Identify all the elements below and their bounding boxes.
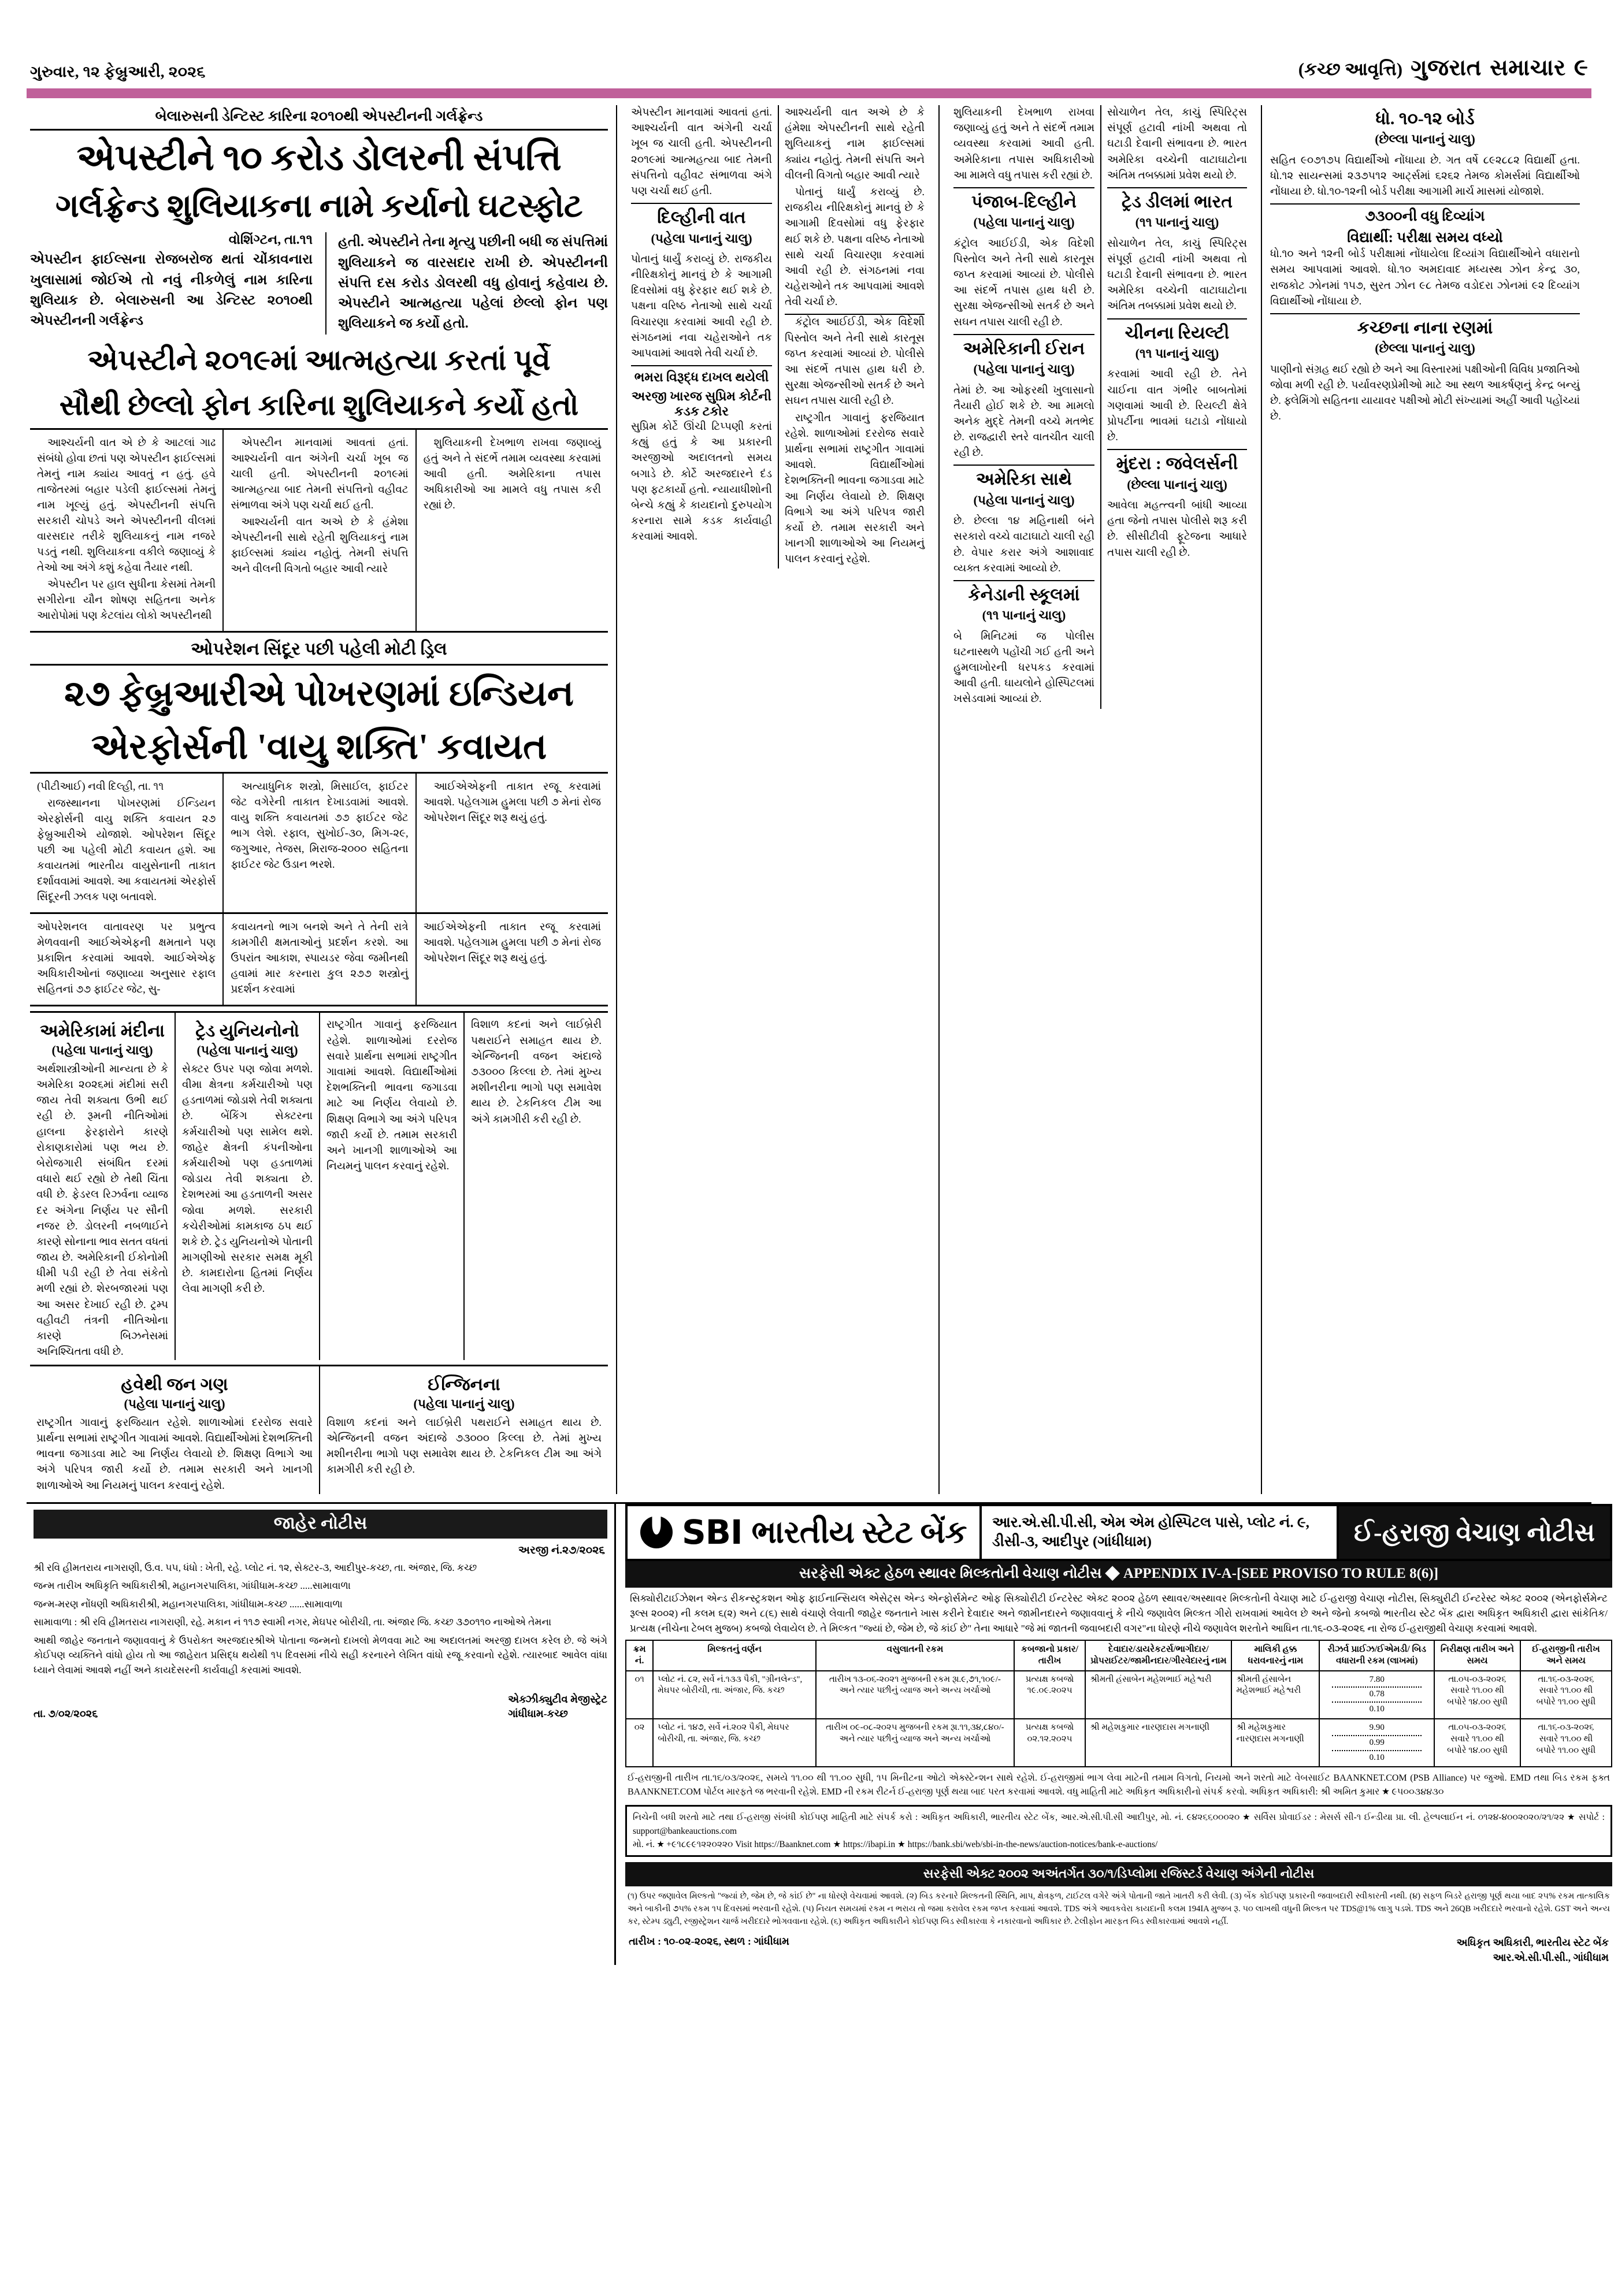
second-lead-kicker: ઓપરેશન સિંદૂર પછી પહેલી મોટી ડ્રિલ — [30, 633, 608, 666]
section-title-7: અમેરિકાની ઈરાન — [963, 339, 1085, 358]
second-lead-dateline: (પીટીઆઈ) નવી દિલ્હી, તા. ૧૧ — [37, 781, 164, 793]
cell-inspect-time2-1: બપોરે ૧૪.૦૦ સુધી — [1447, 1745, 1508, 1755]
reserve-divider-a1 — [1332, 1735, 1422, 1736]
notice-place: ગાંધીધામ-કચ્છ — [508, 1708, 568, 1720]
section-title-9: કેનેડાની સ્કૂલમાં — [968, 585, 1080, 604]
section-body-11: કરવામાં આવી રહી છે. તેને ચાઈના વાત ગંભીર બાબતોમાં ગણવામાં આવી છે. રિયલ્ટી ક્ષેત્રે પ્રોપર્ટીના ભાવમાં ઘટાડો નોંધાયો છે. — [1107, 369, 1247, 444]
lead-deck — [30, 228, 608, 337]
section-title-8: અમેરિકા સાથે — [976, 470, 1072, 489]
main-grid — [27, 105, 1591, 1494]
table-row — [626, 1671, 1612, 1719]
col3-right — [1100, 105, 1253, 709]
lead-headline-line2: ગર્લફ્રેન્ડ શુલિયાકના નામે કર્યાનો ઘટસ્ફોટ — [55, 188, 582, 225]
lead-tri-para3: શુલિયાકની દેખભાળ રાખવા જણાવ્યું હતું અને તે સંદર્ભે તમામ વ્યવસ્થા કરવામાં આવી હતી. અમેરિકાના તપાસ અધિકારીઓ આ મામલે વધુ તપાસ કરી રહ્યાં છે. — [423, 437, 601, 511]
ad-signature-block — [1457, 1935, 1609, 1964]
section-title-10: ટ્રેડ ડીલમાં ભારત — [1122, 192, 1233, 211]
cell-possession-type-0: પ્રત્યક્ષ કબજો — [1025, 1674, 1074, 1684]
cell-property-0: પ્લોટ નં. ૮૨, સર્વે નં.૧૩૩ પૈકી, "ગ્રીનલેન્ડ", મેઘપર બોરીચી, તા. અંજાર, જિ. કચ્છ — [653, 1671, 816, 1719]
cell-inspect-time2-0: બપોરે ૧૪.૦૦ સુધી — [1447, 1697, 1508, 1707]
th-inspection: નિરીક્ષણ તારીખ અને સમય — [1434, 1640, 1520, 1671]
section-body-9: બે મિનિટમાં જ પોલીસ ઘટનાસ્થળે પહોંચી ગઈ હતી અને હુમલાખોરની ધરપકડ કરવામાં આવી હતી. ઘાયલોને હોસ્પિટલમાં ખસેડવામાં આવ્યાં છે. — [953, 630, 1094, 705]
second-lead-para2: અત્યાધુનિક શસ્ત્રો, મિસાઈલ, ફાઈટર જેટ વગેરેની તાકાત દેખાડવામાં આવશે. વાયુ શક્તિ કવાયતમાં ૭૭ ફાઈટર જેટ ભાગ લેશે. રફાલ, સુખોઈ-૩૦, મિગ-૨૯, જગુઆર, તેજસ, મિરાજ-૨૦૦૦ સહિતના ફાઈટર જેટ ઉડાન ભરશે. — [231, 781, 409, 871]
section-body-2: રાષ્ટ્રગીત ગાવાનું ફરજિયાત રહેશે. શાળાઓમાં દરરોજ સવારે પ્રાર્થના સભામાં રાષ્ટ્રગીત ગાવામાં આવશે. વિદ્યાર્થીઓમાં દેશભક્તિની ભાવના જગાડવા માટે આ નિર્ણય લેવાયો છે. શિક્ષણ વિભાગે આ અંગે પરિપત્ર જારી કર્યો છે. તમામ સરકારી અને ખાનગી શાળાઓએ આ નિયમનું પાલન કરવાનું રહેશે. — [36, 1417, 313, 1492]
cell-debtor-1: શ્રી મહેશકુમાર નારણદાસ મગનાણી — [1085, 1719, 1231, 1767]
section-title-12: મુંદરા : જવેલર્સની — [1116, 454, 1238, 474]
section-sub-15: (છેલ્લા પાનાનું ચાલુ) — [1375, 341, 1475, 356]
bottom-area — [27, 1502, 1610, 1965]
section-block-0 — [30, 1013, 175, 1360]
ad-intro-paragraph: સિક્યોરીટાઈઝેશન એન્ડ રીકન્સ્ટ્રકશન ઓફ ફાઈનાન્સિયલ એસેટ્સ એન્ડ એન્ફોર્સમેન્ટ ઓફ સિક્યોરીટી ઈન્ટરેસ્ટ એક્ટ ૨૦૦૨ હેઠળ સ્થાવર/અસ્થાવર મિલ્કતોની વેચાણ માટે ઈ-હરાજી વેચાણ નોટીસ, સિક્યુરીટી ઈન્ટરેસ્ટ એક્ટ ૨૦૦૨ (એનફોર્સમેન્ટ રૂલ્સ ૨૦૦૨) ની કલમ ૬(૨) અને ૮(૬) સાથે વંચાણે લેવાતી જાહેર જનતાને ખાસ કરીને દેવાદાર અને જામીનદારને જણાવવાનું કે નીચે જણાવેલ મિલ્કત ગીરો રાખવામાં આવેલ છે અને જેનો કબજો ભારતીય સ્ટેટ બેંક દ્વારા અધિકૃત અધિકારી દ્વારા સાંકેતિક/પ્રત્યક્ષ (નીચેના ટેબલ મુજબ) કબજો લેવાયેલ છે. તે મિલ્કત "જ્યાં છે, જેમ છે, જે કાંઈ છે" તેના આધારે "જે માં જાતની જવાબદારી વગર"ના ધોરણે નીચે જણાવેલ શરતોને આધિન તા.૧૬-૦૩-૨૦૨૬ ના રોજ ઈ-હરાજીથી વેચાણ કરવામાં આવશે. — [630, 1593, 1608, 1634]
cell-bid-inc-0: 0.10 — [1369, 1704, 1385, 1714]
cell-reserve-1 — [1319, 1719, 1434, 1767]
cell-reserve-price-0: 7.80 — [1369, 1674, 1385, 1684]
cell-reserve-price-1: 9.90 — [1369, 1723, 1385, 1732]
lead-body-col1 — [30, 430, 222, 631]
second-lead-colc: આઈએએફની તાકાત રજૂ કરવામાં આવશે. પહેલગામ હુમલા પછી ૭ મેનાં રોજ ઓપરેશન સિંદૂર શરૂ થયું હતું. — [423, 781, 601, 824]
section-sub-13: (છેલ્લા પાનાનું ચાલુ) — [1375, 132, 1475, 147]
section-sub-12: (છેલ્લા પાનાનું ચાલુ) — [1127, 477, 1227, 492]
cell-possession-type-1: પ્રત્યક્ષ કબજો — [1025, 1723, 1074, 1732]
second-lead-cont-col2 — [222, 914, 415, 1005]
cell-owner-0: શ્રીમતી હંસાબેન મહેશભાઈ મહેશ્વરી — [1231, 1671, 1319, 1719]
col3-intro: શુલિયાકની દેખભાળ રાખવા જણાવ્યું હતું અને તે સંદર્ભે તમામ વ્યવસ્થા કરવામાં આવી હતી. અમેરિકાના તપાસ અધિકારીઓ આ મામલે વધુ તપાસ કરી રહ્યાં છે. — [953, 107, 1094, 181]
col2-intro: એપસ્ટીન માનવામાં આવતાં હતાં. આશ્ચર્યની વાત અંગેની ચર્ચા ખૂબ જ ચાલી હતી. એપસ્ટીનની ૨૦૧૯માં આત્મહત્યા બાદ તેમની સંપત્તિનો વહીવટ સંભાળવા અંગે પણ ચર્ચા થઈ હતી. — [631, 107, 772, 197]
column-4 — [1261, 105, 1588, 1494]
lead-deck-right: હતી. એપસ્ટીને તેના મૃત્યુ પછીની બધી જ સંપત્તિમાં શુલિયાકને જ વારસદાર રાખી છે. એપસ્ટીનની સંપત્તિ દસ કરોડ ડોલરથી વધુ હોવાનું કહેવાય છે. એપસ્ટીને આત્મહત્યા પહેલાં છેલ્લો ફોન પણ શુલિયાકને જ કર્યો હતો. — [338, 235, 608, 332]
section-sub-8: (પહેલા પાનાનું ચાલુ) — [973, 492, 1075, 507]
lead-headline-line1: એપસ્ટીને ૧૦ કરોડ ડોલરની સંપત્તિ — [76, 138, 562, 178]
second-lead-headline-line2: એરફોર્સની 'વાયુ શક્તિ' કવાયત — [91, 727, 547, 767]
section-body-12: આવેલા મહત્ત્વની બાંધી આવ્યા હતા જેનો તપાસ પોલીસે શરૂ કરી છે. સીસીટીવી ફૂટેજના આધારે તપાસ ચાલી રહી છે. — [1107, 499, 1247, 559]
lead-subhead-line1: એપસ્ટીને ૨૦૧૯માં આત્મહત્યા કરતાં પૂર્વે — [87, 343, 551, 376]
cell-auction-0 — [1520, 1671, 1612, 1719]
edition-label: (કચ્છ આવૃત્તિ) — [1298, 59, 1403, 79]
section-sub-0: (પહેલા પાનાનું ચાલુ) — [51, 1042, 153, 1057]
auction-table-header-row — [626, 1640, 1612, 1671]
cell-inspect-date-1: તા.૦૫-૦૩-૨૦૨૬ — [1448, 1723, 1506, 1732]
notice-date: તા. ૭/૦૨/૨૦૨૬ — [34, 1708, 98, 1720]
th-owner: માલિકી હક્ક ધરાવનારનું નામ — [1231, 1640, 1319, 1671]
auction-table — [625, 1640, 1612, 1768]
second-lead-cont-col3 — [415, 914, 608, 1005]
notice-signer: એક્ઝીક્યુટીવ મેજીસ્ટ્રેટ — [508, 1693, 607, 1706]
cell-amount-0: તારીખ ૧૩-૦૬-૨૦૨૧ મુજબની રકમ રૂા.૯,૭૧,૧૦૯/- અને ત્યાર પછીનું વ્યાજ અને અન્ય ખર્ચાઓ — [816, 1671, 1014, 1719]
section-body-14: ધો.૧૦ અને ૧૨ની બોર્ડ પરીક્ષામાં નોંધાયેલા દિવ્યાંગ વિદ્યાર્થીઓને વધારાનો સમય આપવામાં આવશે. ધો.૧૦ અમદાવાદ મધ્યસ્થ ઝોન કેન્દ્ર ૩૦, રાજકોટ ઝોનમાં ૧૫૭, સુરત ઝોન ૯૮ તેમજ વડોદરા ઝોનમાં ૯૨ દિવ્યાંગ વિદ્યાર્થીઓ નોંધાયા છે. — [1270, 248, 1580, 307]
cell-emd-1: 0.99 — [1369, 1737, 1385, 1747]
notice-para-3: જન્મ-મરણ નોંધણી અધિકારીશ્રી, મહાનગરપાલિકા, ગાંધીધામ-કચ્છ ......સામાવાળા — [34, 1598, 343, 1610]
notice-para-4: સામાવાળા : શ્રી રવિ હીમતરાય નાગરાણી, રહે. મકાન નં ૧૧૭ સ્વામી નગર, મેઘપર બોરીચી, તા. અંજાર જિ. કચ્છ ૩૭૦૧૧૦ નાઓએ તેમના — [34, 1617, 552, 1628]
section-body-0: અર્થશાસ્ત્રીઓની માન્યતા છે કે અમેરિકા ૨૦૨૬માં મંદીમાં સરી જાય તેવી શક્યતા ઉભી થઈ રહી છે. રૂમની નીતિઓમાં હાલના ફેરફારોને કારણે રોકાણકારોમાં પણ ભય છે. બેરોજગારી સંબંધિત દરમાં વધારો થઈ રહ્યો છે તેથી ચિંતા વધી છે. ફેડરલ રિઝર્વના વ્યાજ દર અંગેના નિર્ણય પર સૌની નજર છે. ડોલરની નબળાઈને કારણે સોનાના ભાવ સતત વધતાં જાય છે. અમેરિકાની ઈકોનોમી ધીમી પડી રહી છે તેવા સંકેતો મળી રહ્યાં છે. શેરબજારમાં પણ આ અસર દેખાઈ રહી છે. ટ્રમ્પ વહીવટી તંત્રની નીતિઓના કારણે બિઝનેસમાં અનિશ્ચિતતા વધી છે. — [36, 1063, 168, 1358]
masthead — [27, 0, 1591, 85]
lead-body-para1: આશ્ચર્યની વાત એ છે કે આટલાં ગાઢ સંબંધો હોવા છતાં પણ એપસ્ટીન ફાઈલ્સમાં તેમનું નામ ક્યાંય આવતું ન હતું. હવે તાજેતરમાં બહાર પડેલી ફાઈલ્સમાં તેમનું નામ ખૂલ્યું હતું. એપસ્ટીનની સંપત્તિ સરકારી ચોપડે અને એપસ્ટીનની વીલમાં વારસદાર તરીકે શુલિયાકનું નામ નજરે પડતું નથી. શુલિયાકના વકીલે જણાવ્યું કે તેઓ આ અંગે કશું કહેવા તૈયાર નથી. — [37, 437, 216, 574]
ad-contact-line1: નિચેની બધી શરતો માટે તથા ઈ-હરાજી સંબંધી કોઈપણ માહિતી માટે સંપર્ક કરો : અધિકૃત અધિકારી, ભારતીય સ્ટેટ બેંક, આર.એ.સી.પી.સી આદીપુર, મો. નં. ૯૪૨૬૬૦૦૦૨૦ ★ સર્વિસ પ્રોવાઈડર : મેસર્સ સી-૧ ઈન્ડીયા પ્રા. લી. હેલ્પલાઈન નં. ૦૧૨૪-૪૦૦૨૦૨૦/૨૧/૨૨ ★ સપોર્ટ : support@bankeauctions.com — [633, 1812, 1605, 1836]
cell-debtor-0: શ્રીમતી હંસાબેન મહેશભાઈ મહેશ્વરી — [1085, 1671, 1231, 1719]
second-lead-colc2: આઈએએફની તાકાત રજૂ કરવામાં આવશે. પહેલગામ હુમલા પછી ૭ મેનાં રોજ ઓપરેશન સિંદૂર શરૂ થયું હતું. — [423, 922, 601, 965]
cell-property-1: પ્લોટ નં. ૧૪૭, સર્વે નં.૨૦૨ પૈકી, મેઘપર બોરીચી, તા. અંજાર, જિ. કચ્છ — [653, 1719, 816, 1767]
col2-right-body: પોતાનું ધાર્યું કરાવ્યું છે. રાજકીય નીરિક્ષકોનું માનવું છે કે આગામી દિવસોમાં વધુ ફેરફાર થઈ શકે છે. પક્ષના વરિષ્ઠ નેતાઓ સાથે ચર્ચા વિચારણા કરવામાં આવી રહી છે. સંગઠનમાં નવા ચહેરાઓને તક આપવામાં આવશે તેવી ચર્ચા છે. — [785, 186, 925, 309]
masthead-rule — [27, 88, 1591, 98]
ad-contact-box — [625, 1805, 1612, 1857]
ad-branch-line1: આર.એ.સી.પી.સી, એમ એમ હોસ્પિટલ પાસે, પ્લોટ નં. ૯, — [992, 1514, 1309, 1530]
col2-right-body3: રાષ્ટ્રગીત ગાવાનું ફરજિયાત રહેશે. શાળાઓમાં દરરોજ સવારે પ્રાર્થના સભામાં રાષ્ટ્રગીત ગાવામાં આવશે. વિદ્યાર્થીઓમાં દેશભક્તિની ભાવના જગાડવા માટે આ નિર્ણય લેવાયો છે. શિક્ષણ વિભાગે આ અંગે પરિપત્ર જારી કર્યો છે. તમામ સરકારી અને ખાનગી શાળાઓએ આ નિયમનું પાલન કરવાનું રહેશે. — [785, 412, 925, 566]
col2-right — [778, 105, 930, 569]
cell-possession-date-0: ૧૯.૦૯.૨૦૨૫ — [1027, 1686, 1073, 1696]
public-notice — [27, 1504, 616, 1965]
masthead-right — [1298, 53, 1588, 81]
second-lead-colb: કવાયતનો ભાગ બનશે અને તે તેની રાત્રે કામગીરી ક્ષમતાઓનું પ્રદર્શન કરશે. આ ઉપરાંત આકાશ, સ્પાયડર જેવા જમીનથી હવામાં માર કરનારા કુલ ૨૭૭ શસ્ત્રોનું પ્રદર્શન કરવામાં — [231, 922, 409, 996]
cell-sr-1: ૦૨ — [626, 1719, 653, 1767]
second-lead-body-columns — [30, 772, 608, 912]
section-sub-10: (૧૧ પાનાનું ચાલુ) — [1135, 215, 1219, 230]
section-block-3b — [319, 1366, 608, 1493]
cell-auction-date-0: તા.૧૬-૦૩-૨૦૨૬ — [1538, 1674, 1594, 1684]
col2-left — [625, 105, 778, 569]
section-block-2 — [319, 1013, 463, 1360]
lead-deck-left: એપસ્ટીન ફાઈલ્સના રોજબરોજ થતાં ચોંકાવનારા ખુલાસામાં જોઈએ તો નવું નીકળેલું નામ કારિના શુલિયાક છે. બેલારુસની આ ડેન્ટિસ્ટ ૨૦૧૦થી એપસ્ટીનની ગર્લફ્રેન્ડ — [30, 252, 313, 329]
second-lead-headline-line1: ૨૭ ફેબ્રુઆરીએ પોખરણમાં ઇન્ડિયન — [64, 674, 574, 714]
cell-inspect-time1-0: સવારે ૧૧.૦૦ થી — [1450, 1686, 1504, 1696]
section-body-3-pre: વિશાળ કદનાં અને લાઈબ્રેરી પથરાઈને સમાહત થાય છે. એન્જિનની વજન અંદાજે ૭૩૦૦૦ કિલ્લા છે. તેમાં મુખ્ય મશીનરીના ભાગો પણ સમાવેશ થાય છે. ટેકનિકલ ટીમ આ અંગે કામગીરી કરી રહી છે. — [471, 1019, 602, 1125]
lead-tri-para1: એપસ્ટીન માનવામાં આવતાં હતાં. આશ્ચર્યની વાત અંગેની ચર્ચા ખૂબ જ ચાલી હતી. એપસ્ટીનની ૨૦૧૯માં આત્મહત્યા બાદ તેમની સંપત્તિનો વહીવટ સંભાળવા અંગે પણ ચર્ચા થઈ હતી. — [231, 437, 409, 511]
cell-auction-time1-1: સવારે ૧૧.૦૦ થી — [1539, 1734, 1593, 1744]
lead-body-para2: એપસ્ટીન પર હાલ સુધીના કેસમાં તેમની સગીરોના યૌન શોષણ સહિતના અનેક આરોપોમાં પણ કેટલાંય લોકો અપસ્ટીનથી — [37, 578, 216, 622]
cell-owner-1: શ્રી મહેશકુમાર નારણદાસ મગનાણી — [1231, 1719, 1319, 1767]
newspaper-title: ગુજરાત સમાચાર — [1411, 55, 1566, 81]
section-title-4: દિલ્હીની વાત — [657, 208, 746, 228]
col4-content — [1270, 105, 1580, 425]
second-lead-col2 — [222, 774, 415, 912]
reserve-divider-b1 — [1332, 1750, 1422, 1751]
cell-auction-1 — [1520, 1719, 1612, 1767]
section-title-1: ટ્રેડ યુનિયનોનો — [195, 1021, 299, 1041]
reserve-divider-a0 — [1332, 1686, 1422, 1688]
cell-inspection-0 — [1434, 1671, 1520, 1719]
column-lead — [27, 105, 616, 1494]
sbi-name-gujarati: ભારતીય સ્ટેટ બેંક — [751, 1514, 967, 1550]
section-title-3: ઈન્જિનના — [428, 1375, 500, 1395]
lead-section-grid-2 — [30, 1365, 608, 1493]
section-block-1 — [175, 1013, 319, 1360]
cell-amount-1: તારીખ ૦૯-૦૮-૨૦૨૫ મુજબની રકમ રૂા.૧૧,૩૪,૮૪૦/- અને ત્યાર પછીનું વ્યાજ અને અન્ય ખર્ચાઓ — [816, 1719, 1014, 1767]
cell-auction-time1-0: સવારે ૧૧.૦૦ થી — [1539, 1686, 1593, 1696]
cell-inspect-date-0: તા.૦૫-૦૩-૨૦૨૬ — [1448, 1674, 1506, 1684]
sbi-logo — [628, 1506, 979, 1559]
section-body-15: પાણીનો સંગ્રહ થઈ રહ્યો છે અને આ વિસ્તારમાં પક્ષીઓની વિવિધ પ્રજાતિઓ જોવા મળી રહી છે. પર્યાવરણપ્રેમીઓ માટે આ સ્થળ આકર્ષણનું કેન્દ્ર બન્યું છે. ફ્લેમિંગો સહિતના યાયાવર પક્ષીઓ મોટી સંખ્યામાં અહીં આવી પહોંચ્યાં છે. — [1270, 363, 1580, 423]
col2-right-intro: આશ્ચર્યની વાત અએ છે કે હંમેશા એપસ્ટીનની સાથે રહેતી શુલિયાકનું નામ ફાઈલ્સમાં ક્યાંય નહોતું. તેમની સંપત્તિ અને વીલની વિગતો બહાર આવી ત્યારે — [785, 107, 925, 181]
lead-section-grid — [30, 1011, 608, 1360]
column-2 — [616, 105, 938, 1494]
sbi-keyhole-icon — [640, 1516, 673, 1548]
section-sub-4: (પહેલા પાનાનું ચાલુ) — [651, 231, 752, 246]
section-title-5b: અરજી ખારજ સુપ્રિમ કોર્ટની કડક ટકોર — [632, 389, 771, 419]
cell-reserve-0 — [1319, 1671, 1434, 1719]
ad-date-place: તારીખ : ૧૦-૦૨-૨૦૨૬, સ્થળ : ગાંધીધામ — [629, 1935, 789, 1948]
lead-body-col2 — [222, 430, 415, 631]
publication-date: ગુરુવાર, ૧૨ ફેબ્રુઆરી, ૨૦૨૬ — [30, 63, 206, 80]
th-amount: વસુલાતની રકમ — [816, 1640, 1014, 1671]
ad-auction-note: ઈ-હરાજીની તારીખ તા.૧૬/૦૩/૨૦૨૬, સમયે ૧૧.૦૦ થી ૧૧.૦૦ સુધી, ૧૫ મિનીટના ઓટો એક્સ્ટેન્શન સાથે રહેશે. ઈ-હરાજીમાં ભાગ લેવા માટેની તમામ વિગતો, નિયમો અને શરતો માટે વેબસાઈટ BAANKNET.COM (PSB Alliance) પર જુઓ. EMD તથા બિડ રકમ ફક્ત BAANKNET.COM પોર્ટલ મારફતે જ ભરવાની રહેશે. EMD ની રકમ રીટર્ન ઈ-હરાજી પૂર્ણ થયા બાદ પરત કરવામાં આવશે. વધુ માહિતી માટે અધિકૃત અધિકારીનો સંપર્ક કરવો. અધિકૃત અધિકારી: શ્રી અમિત કુમાર ★ ૯૫૦૦૩૪૪૩૦ — [628, 1773, 1610, 1797]
section-title-6: પંજાબ-દિલ્હીને — [971, 192, 1077, 211]
eauction-badge: ઈ-હરાજી વેચાણ નોટીસ — [1337, 1506, 1610, 1559]
sbi-wordmark: SBI — [682, 1513, 743, 1552]
column-3 — [938, 105, 1261, 1494]
ad-signature-row — [625, 1932, 1612, 1964]
lead-tri-para2: આશ્ચર્યની વાત અએ છે કે હંમેશા એપસ્ટીનની સાથે રહેતી શુલિયાકનું નામ ફાઈલ્સમાં ક્યાંય નહોતું. તેમની સંપત્તિ અને વીલની વિગતો બહાર આવી ત્યારે — [231, 516, 409, 575]
ad-branch-address — [979, 1506, 1337, 1559]
section-body-8: છે. છેલ્લા ૧૪ મહિનાથી બંને સરકારો વચ્ચે વાટાઘાટો ચાલી રહી છે. વેપાર કરાર અંગે આશાવાદ વ્યક્ત કરવામાં આવ્યો છે. — [953, 515, 1094, 574]
public-notice-signature — [34, 1692, 607, 1721]
section-block-2b — [30, 1366, 319, 1493]
lead-body-columns — [30, 428, 608, 633]
ad-header — [625, 1504, 1612, 1562]
section-title-14b: વિદ્યાર્થી: પરીક્ષા સમય વધ્યો — [1347, 229, 1503, 246]
second-lead-col3 — [415, 774, 608, 912]
second-lead-col1 — [30, 774, 222, 912]
section-block-3 — [463, 1013, 608, 1360]
second-lead-cont-col1 — [30, 914, 222, 1005]
second-lead-cola: ઓપરેશનલ વાતાવરણ પર પ્રભુત્વ મેળવવાની આઈએએફની ક્ષમતાને પણ પ્રકાશિત કરવામાં આવશે. આઈએએફ અધિકારીઓનાં જણાવ્યા અનુસાર રફાલ સહિતનાં ૭૭ ફાઈટર જેટ, સુ- — [37, 922, 216, 996]
section-body-6: કંટ્રોલ આઈઈડી, એક વિદેશી પિસ્તોલ અને તેની સાથે કારતૂસ જપ્ત કરવામાં આવ્યાં છે. પોલીસે આ સંદર્ભે તપાસ હાથ ધરી છે. સુરક્ષા એજન્સીઓ સતર્ક છે અને સઘન તપાસ ચાલી રહી છે. — [953, 237, 1094, 328]
ad-footer-band: સરફેસી એક્ટ ૨૦૦૨ અઅંતર્ગત ૩૦/૧/ડિપ્લોમા રજિસ્ટર્ડ વેચાણ અંગેની નોટીસ — [625, 1862, 1612, 1886]
section-sub-3: (પહેલા પાનાનું ચાલુ) — [413, 1396, 515, 1411]
col3-left — [948, 105, 1100, 709]
col2-split — [625, 105, 930, 569]
lead-subhead-line2: સૌથી છેલ્લો ફોન કારિના શુલિયાકને કર્યો હતો — [59, 388, 579, 421]
reserve-divider-b0 — [1332, 1701, 1422, 1703]
cell-possession-0 — [1014, 1671, 1085, 1719]
section-title-0: અમેરિકામાં મંદીના — [40, 1021, 165, 1041]
table-row — [626, 1719, 1612, 1767]
section-sub-6: (પહેલા પાનાનું ચાલુ) — [973, 215, 1075, 230]
section-title-14: ૭૩૦૦ની વધુ દિવ્યાંગ — [1365, 209, 1485, 225]
section-body-13: સહિત ૯૦૭૧૭૫ વિદ્યાર્થીઓ નોંધાયા છે. ગત વર્ષે ૮૯૨૮૮૨ વિદ્યાર્થી હતા. ધો.૧૨ સાયન્સમાં ૨૩૭૫૧૨ આર્ટ્સમાં ૬૨૬૨ તેમજ કોમર્સમાં વિદ્યાર્થીઓ નોંધાયા છે. ધો.૧૦-૧૨ની બોર્ડ પરીક્ષા આગામી માર્ચ માસમાં યોજાશે. — [1270, 154, 1580, 198]
section-sub-7: (પહેલા પાનાનું ચાલુ) — [973, 362, 1075, 377]
lead-body-col3 — [415, 430, 608, 631]
ad-act-band: સરફેસી એક્ટ હેઠળ સ્થાવર મિલ્કતોની વેચાણ નોટીસ ◆ APPENDIX IV-A-[SEE PROVISO TO RULE 8(6)] — [625, 1561, 1612, 1588]
section-sub-9: (૧૧ પાનાનું ચાલુ) — [982, 608, 1066, 623]
page-number: ૯ — [1574, 54, 1588, 80]
ad-contact-line2: મો. નં. ★ +૯૧૮૯૯૧૨૨૦૨૨૦ Visit https://Baanknet.com ★ https://ibapi.in ★ https://bank.sbi/web/sbi-in-the-news/auction-notices/bank-e-auctions/ — [633, 1839, 1158, 1849]
sbi-advertisement — [616, 1504, 1618, 1965]
section-title-15: કચ્છના નાના રણમાં — [1357, 318, 1493, 338]
section-title-2: હવેથી જન ગણ — [121, 1375, 228, 1395]
ad-signer-1: અધિકૃત અધિકારી, ભારતીય સ્ટેટ બેંક — [1456, 1937, 1609, 1949]
cell-auction-time2-0: બપોરે ૧૧.૦૦ સુધી — [1536, 1697, 1596, 1707]
cell-auction-time2-1: બપોરે ૧૧.૦૦ સુધી — [1536, 1745, 1596, 1755]
cell-inspect-time1-1: સવારે ૧૧.૦૦ થી — [1450, 1734, 1504, 1744]
public-notice-body — [34, 1561, 607, 1678]
th-debtor: દેવાદાર/ડાયરેકટર્સ/ભાગીદાર/ પ્રોપરાઈટર/જામીનદાર/ગીરવેદારનું નામ — [1085, 1640, 1231, 1671]
col3-split — [948, 105, 1253, 709]
cell-inspection-1 — [1434, 1719, 1520, 1767]
section-title-11: ચીનના રિયલ્ટી — [1125, 323, 1230, 343]
th-sr: ક્રમ નં. — [626, 1640, 653, 1671]
cell-emd-0: 0.78 — [1369, 1689, 1385, 1699]
lead-dateline: વોશિંગ્ટન, તા.૧૧ — [228, 232, 313, 247]
cell-possession-date-1: ૦૨.૧૨.૨૦૨૫ — [1027, 1734, 1073, 1744]
section-title-13: ધો. ૧૦-૧૨ બોર્ડ — [1375, 109, 1475, 128]
public-notice-bar: જાહેર નોટીસ — [34, 1510, 607, 1539]
ad-branch-line2: ડીસી-૩, આદીપુર (ગાંધીધામ) — [992, 1534, 1152, 1550]
th-auction: ઈ-હરાજીની તારીખ અને સમય — [1520, 1640, 1612, 1671]
cell-auction-date-1: તા.૧૬-૦૩-૨૦૨૬ — [1538, 1723, 1594, 1732]
section-sub-2: (પહેલા પાનાનું ચાલુ) — [124, 1396, 225, 1411]
notice-para-5: આથી જાહેર જનતાને જણાવવાનું કે ઉપરોક્ત અરજદારશ્રીએ પોતાના જન્મનો દાખલો મેળવવા માટે આ અદાલતમાં અરજી દાખલ કરેલ છે. જે અંગે કોઈપણ વ્યક્તિને વાંધો હોય તો આ જાહેરાત પ્રસિદ્ધ થયેથી ૧૫ દિવસમાં નીચે સહી કરનારને લેખિત વાંધો રજૂ કરવાનો રહેશે. ત્યારબાદ આવેલ વાંધા ધ્યાને લેવામાં આવશે નહીં અને કાયદેસરની કાર્યવાહી કરવામાં આવશે. — [34, 1634, 607, 1675]
section-body-10: સોચાળેન તેલ, કાચું સ્પિરિટ્સ સંપૂર્ણ હટાવી નાંખી અથવા તો ઘટાડી દેવાની સંભાવના છે. ભારત અમેરિકા વચ્ચેની વાટાઘાટોના અંતિમ તબક્કામાં પ્રવેશ થયો છે. — [1107, 237, 1247, 313]
second-lead-para1: રાજસ્થાનના પોખરણમાં ઈન્ડિયન એરફોર્સની વાયુ શક્તિ કવાયત ૨૭ ફેબ્રુઆરીએ યોજાશે. ઓપરેશન સિંદૂર પછી આ પહેલી મોટી કવાયત હશે. આ કવાયતમાં ભારતીય વાયુસેનાની તાકાત દર્શાવવામાં આવશે. આ કવાયતમાં એરફોર્સ સિંદૂરની ઝલક પણ બતાવશે. — [37, 798, 216, 904]
section-body-2-pre: રાષ્ટ્રગીત ગાવાનું ફરજિયાત રહેશે. શાળાઓમાં દરરોજ સવારે પ્રાર્થના સભામાં રાષ્ટ્રગીત ગાવામાં આવશે. વિદ્યાર્થીઓમાં દેશભક્તિની ભાવના જગાડવા માટે આ નિર્ણય લેવાયો છે. શિક્ષણ વિભાગે આ અંગે પરિપત્ર જારી કર્યો છે. તમામ સરકારી અને ખાનગી શાળાઓએ આ નિયમનું પાલન કરવાનું રહેશે. — [326, 1019, 457, 1173]
th-property: મિલ્કતનું વર્ણન — [653, 1640, 816, 1671]
section-body-5: સુપ્રિમ કોર્ટે ઊંચી ટિપ્પણી કરતાં કહ્યું હતું કે આ પ્રકારની અરજીઓ અદાલતનો સમય બગાડે છે. કોર્ટે અરજદારને દંડ પણ ફટકાર્યો હતો. ન્યાયાધીશોની બેન્ચે કહ્યું કે કાયદાનો દુરુપયોગ કરનારા સામે કડક કાર્યવાહી કરવામાં આવશે. — [631, 421, 772, 543]
section-body-1: સેક્ટર ઉપર પણ જોવા મળશે. વીમા ક્ષેત્રના કર્મચારીઓ પણ હડતાળમાં જોડાશે તેવી શક્યતા છે. બેંકિંગ સેક્ટરના કર્મચારીઓ પણ સામેલ થશે. જાહેર ક્ષેત્રની કંપનીઓના કર્મચારીઓ પણ હડતાળમાં જોડાય તેવી શક્યતા છે. દેશભરમાં આ હડતાળની અસર જોવા મળશે. સરકારી કચેરીઓમાં કામકાજ ઠપ થઈ શકે છે. ટ્રેડ યુનિયનોએ પોતાની માગણીઓ સરકાર સમક્ષ મૂકી છે. કામદારોના હિતમાં નિર્ણય લેવા માગણી કરી છે. — [182, 1063, 313, 1295]
cell-sr-0: ૦૧ — [626, 1671, 653, 1719]
cell-bid-inc-1: 0.10 — [1369, 1752, 1385, 1762]
cell-possession-1 — [1014, 1719, 1085, 1767]
col2-right-body2: કંટ્રોલ આઈઈડી, એક વિદેશી પિસ્તોલ અને તેની સાથે કારતૂસ જપ્ત કરવામાં આવ્યાં છે. પોલીસે આ સંદર્ભે તપાસ હાથ ધરી છે. સુરક્ષા એજન્સીઓ સતર્ક છે અને સઘન તપાસ ચાલી રહી છે. — [785, 317, 925, 407]
th-reserve: રીઝર્વ પ્રાઈઝ/ઈએમડી/ બિડ વધારાની રકમ (લાખમાં) — [1319, 1640, 1434, 1671]
section-body-4: પોતાનું ધાર્યું કરાવ્યું છે. રાજકીય નીરિક્ષકોનું માનવું છે કે આગામી દિવસોમાં વધુ ફેરફાર થઈ શકે છે. પક્ષના વરિષ્ઠ નેતાઓ સાથે ચર્ચા વિચારણા કરવામાં આવી રહી છે. સંગઠનમાં નવા ચહેરાઓને તક આપવામાં આવશે તેવી ચર્ચા છે. — [631, 253, 772, 359]
ad-terms-text: (૧) ઉપર જણાવેલ મિલ્કતો "જ્યાં છે, જેમ છે, જે કાંઈ છે" ના ધોરણે વેચવામાં આવશે. (૨) બિડ કરનારે મિલ્કતની સ્થિતિ, માપ, ક્ષેત્રફળ, ટાઈટલ વગેરે અંગે પોતાની જાતે ખાતરી કરી લેવી. (૩) બેંક કોઈપણ પ્રકારની જવાબદારી સ્વીકારતી નથી. (૪) સફળ બિડરે હરાજી પૂર્ણ થયા બાદ ૨૫% રકમ તાત્કાલિક અને બાકીની ૭૫% રકમ ૧૫ દિવસમાં ભરવાની રહેશે. (૫) નિયત સમયમાં રકમ ન ભરાય તો જમા કરાવેલ રકમ જપ્ત કરવામાં આવશે. TDS અંગે આવકવેરા કાયદાની કલમ 194IA મુજબ રૂ. ૫૦ લાખથી વધુની મિલ્કત પર TDS@1% લાગુ પડશે. TDS અને 26QB ખરીદદારે ભરવાનો રહેશે. GST અને અન્ય કર, સ્ટેમ્પ ડ્યુટી, રજીસ્ટ્રેશન ચાર્જ ખરીદદારે ભોગવવાના રહેશે. (૬) અધિકૃત અધિકારીને કોઈપણ બિડ સ્વીકારવા કે નકારવાનો અધિકાર છે. ટેલીફોન મારફત બિડ સ્વીકારવામાં આવશે નહીં. — [628, 1892, 1610, 1926]
ad-signer-2: આર.એ.સી.પી.સી., ગાંધીધામ — [1493, 1951, 1609, 1963]
second-lead-continuation — [30, 912, 608, 1006]
section-body-7: તેમાં છે. આ ઓફરથી ખુલાસાનો તૈયારી હોઈ શકે છે. આ મામલો અનેક મુદ્દે તેમની વચ્ચે મતભેદ છે. રાજદ્વારી સ્તરે વાતચીત ચાલી રહી છે. — [953, 384, 1094, 459]
notice-para-1: શ્રી રવિ હીમતરાય નાગરાણી, ઉ.વ. ૫૫, ધંધો : ખેતી, રહે. પ્લોટ નં. ૧૨, સેક્ટર-૩, આદીપુર-કચ્છ, તા. અંજાર, જિ. કચ્છ — [34, 1562, 477, 1573]
th-possession: કબજાનો પ્રકાર/તારીખ — [1014, 1640, 1085, 1671]
col3-right-intro: સોચાળેન તેલ, કાચું સ્પિરિટ્સ સંપૂર્ણ હટાવી નાંખી અથવા તો ઘટાડી દેવાની સંભાવના છે. ભારત અમેરિકા વચ્ચેની વાટાઘાટોના અંતિમ તબક્કામાં પ્રવેશ થયો છે. — [1107, 107, 1247, 181]
section-title-5: ભમરા વિરૂદ્ધ દાખલ થયેલી — [634, 370, 769, 385]
section-sub-11: (૧૧ પાનાનું ચાલુ) — [1135, 345, 1219, 361]
notice-para-2: જન્મ તારીખ અધિકૃતિ અધિકારીશ્રી, મહાનગરપાલિકા, ગાંધીધામ-કચ્છ .....સામાવાળા — [34, 1580, 351, 1592]
public-notice-number: અરજી નં.૨૭/૨૦૨૬ — [518, 1544, 605, 1556]
section-body-3: વિશાળ કદનાં અને લાઈબ્રેરી પથરાઈને સમાહત થાય છે. એન્જિનની વજન અંદાજે ૭૩૦૦૦ કિલ્લા છે. તેમાં મુખ્ય મશીનરીના ભાગો પણ સમાવેશ થાય છે. ટેકનિકલ ટીમ આ અંગે કામગીરી કરી રહી છે. — [326, 1417, 602, 1476]
section-sub-1: (પહેલા પાનાનું ચાલુ) — [196, 1042, 298, 1057]
lead-kicker: બેલારુસની ડેન્ટિસ્ટ કારિના ૨૦૧૦થી એપસ્ટીનની ગર્લફ્રેન્ડ — [30, 105, 608, 131]
